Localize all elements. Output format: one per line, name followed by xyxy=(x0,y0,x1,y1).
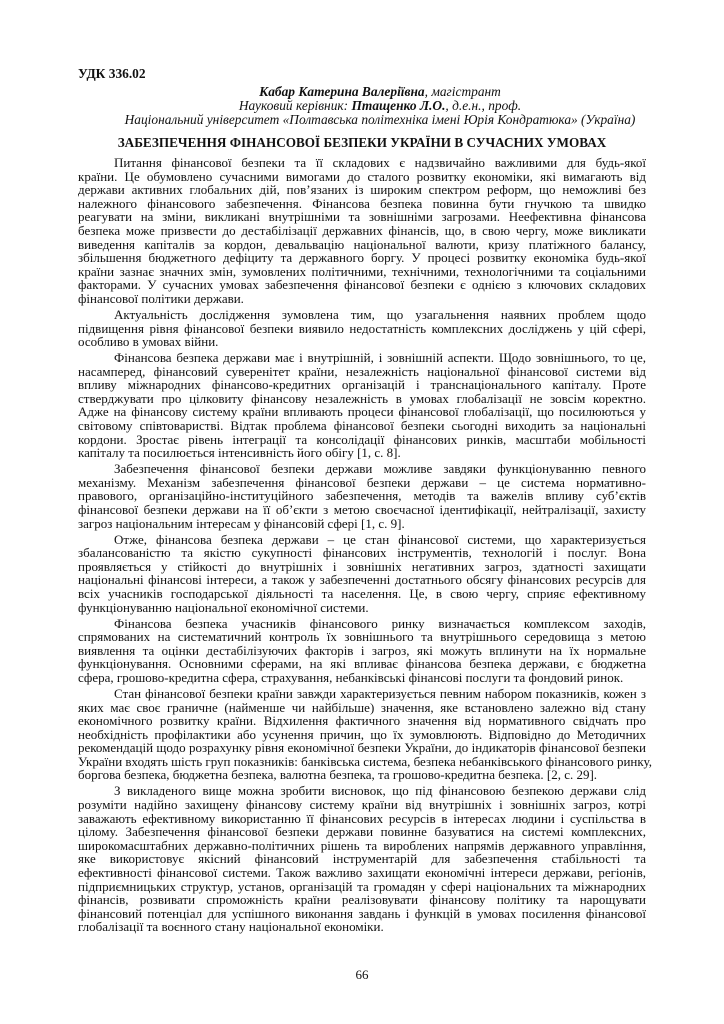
text-line: Фінансова безпека учасників фінансового ринку визначається комплексом заходів, xyxy=(114,615,646,631)
text-line: стверджувати про цілковиту фінансову незалежність в умовах глобалізації не зовсім коректно. xyxy=(78,390,646,406)
text-line: кордони. Зростає рівень інтеграції та консолідації фінансових ринків, масштаби мобільності xyxy=(78,431,646,447)
article-body xyxy=(78,155,652,936)
text-line: механізму. Механізм забезпечення фінансової безпеки держави – це система нормативно- xyxy=(78,474,646,490)
text-line: загроз національним інтересам у фінансовій сфері [1, с. 9]. xyxy=(78,515,405,531)
text-line: всіх учасників господарської діяльності та населення. Це, в свою чергу, сприяє ефективному xyxy=(78,585,646,601)
text-line: розуміти надійно захищену фінансову систему країни від внутрішніх і зовнішніх загроз, котрі xyxy=(78,797,646,813)
paragraph xyxy=(78,156,646,306)
text-line: України входять шість груп показників: банківська система, безпека небанківського фінансового ринку, xyxy=(78,753,652,769)
text-line: цілому. Забезпечення фінансової безпеки держави повинне базуватися на системі комплексних, xyxy=(78,824,646,840)
text-line: фінансової політики держави. xyxy=(78,290,244,306)
text-line: виявлення та оцінки дестабілізуючих факторів і загроз, які можуть вплинути на їх нормальне xyxy=(78,642,646,658)
text-line: Актуальність дослідження зумовлена тим, що узагальнення наявних проблем щодо xyxy=(114,306,646,322)
text-line: підвищення рівня фінансової безпеки виявило недостатність комплексних досліджень у цій сфері, xyxy=(78,320,646,336)
text-line: національні фінансові інтереси, а також у забезпеченні достатнього обсягу фінансових ресурсів для xyxy=(78,572,646,588)
paragraph xyxy=(78,308,646,349)
text-line: правового, організаційно-інституційного забезпечення, методів та важелів впливу суб’єктів xyxy=(78,488,646,504)
text-line: належного фінансового забезпечення. Фінансова безпека повинна бути гнучкою та швидко xyxy=(78,195,646,211)
text-line: глобалізації та воєнного стану національної економіки. xyxy=(78,919,384,935)
page-number: 66 xyxy=(355,967,369,982)
text-line: країни. Це обумовлено сучасними вимогами до сталого розвитку економіки, які вимагають від xyxy=(78,168,646,184)
text-line: Питання фінансової безпеки та її складових є надзвичайно важливими для будь-якої xyxy=(114,155,646,170)
text-line: Забезпечення фінансової безпеки держави можливе завдяки функціонуванню певного xyxy=(114,461,646,477)
text-line: безпека може призвести до дестабілізації державних фінансів, що, в свою чергу, може викликати xyxy=(78,222,646,238)
text-line: Стан фінансової безпеки країни завжди характеризується певним набором показників, кожен з xyxy=(114,685,646,701)
paragraph xyxy=(78,351,646,460)
text-line: реагувати на зміни, викликані внутрішніми та зовнішніми загрозами. Неефективна фінансова xyxy=(78,209,646,225)
text-line: країни зазнає значних змін, зумовлених політичними, технічними, технологічними та соціальними xyxy=(78,263,646,279)
text-line: збалансованістю та якістю сукупності фінансових інструментів, технологій і послуг. Вона xyxy=(78,545,646,561)
text-line: особливо в умовах війни. xyxy=(78,334,219,350)
text-line: економічного розвитку країни. Відхилення фактичного значення від нормативного свідчать про xyxy=(78,713,646,729)
text-line: яке використовує якісний фінансовий інструментарій для забезпечення стабільності та xyxy=(78,851,646,867)
text-line: функціонування. Основними сферами, на які впливає фінансова безпека держави, є бюджетна xyxy=(78,656,646,672)
text-line: спрямованих на систематичний контроль їх зовнішнього та внутрішнього середовища з метою xyxy=(78,629,646,645)
text-line: Фінансова безпека держави має і внутрішній, і зовнішній аспекти. Щодо зовнішнього, то це, xyxy=(114,350,646,366)
text-line: капіталу та посилюється інтенсивність його обігу [1, с. 8]. xyxy=(78,445,401,461)
text-line: підприємницьких структур, установ, організацій та громадян у сфері національних та міжнародних xyxy=(78,878,646,894)
text-line: широкомасштабних державно-політичних рішень та вироблених напрямів державного управління, xyxy=(78,837,646,853)
udk-code: УДК 336.02 xyxy=(78,66,146,81)
paragraph xyxy=(78,617,646,685)
university: Національний університет «Полтавська політехніка імені Юрія Кондратюка» (Україна) xyxy=(124,112,636,127)
text-line: Адже на фінансову систему країни впливають процеси фінансової глобалізації, що посилюються у xyxy=(78,404,646,420)
paragraph xyxy=(78,533,646,615)
text-line: впливу міжнародних фінансово-кредитних організацій і транснаціонального капіталу. Проте xyxy=(78,377,646,393)
text-line: фінансової безпеки держави на її об’єкти з метою своєчасної ідентифікації, нейтралізації, захисту xyxy=(78,502,646,518)
supervisor-name: Птащенко Л.О. xyxy=(351,98,446,113)
supervisor-label: Науковий керівник: xyxy=(238,98,352,113)
text-line: рекомендацій щодо розрахунку рівня економічної безпеки України, до індикаторів фінансової безпеки xyxy=(78,740,646,756)
article-title: ЗАБЕЗПЕЧЕННЯ ФІНАНСОВОЇ БЕЗПЕКИ УКРАЇНИ В СУЧАСНИХ УМОВАХ xyxy=(117,135,607,150)
text-line: функціонуванню національної економічної системи. xyxy=(78,599,369,615)
text-line: З викладеного вище можна зробити висновок, що під фінансовою безпекою держави слід xyxy=(114,783,646,799)
text-line: держави активних глобальних дій, пов’язаних із широким спектром реформ, що неможливі без xyxy=(78,182,646,198)
text-line: світовому співтоваристві. Відтак проблема фінансової безпеки сьогодні виходить за національні xyxy=(78,418,646,434)
text-line: Отже, фінансова безпека держави – це стан фінансової системи, що характеризується xyxy=(114,531,646,547)
paragraph xyxy=(78,685,652,783)
text-line: фінансовий потенціал для успішного виконання завдань і функцій в умовах посилення фінансової xyxy=(78,905,646,921)
author-name: Кабар Катерина Валеріївна xyxy=(259,84,425,99)
text-line: заважають ефективному використанню її фінансових ресурсів в інтересах людини і суспільства в xyxy=(78,810,646,826)
text-line: насамперед, фінансовий суверенітет країни, незалежність національної фінансової системи від xyxy=(78,363,646,379)
paragraph xyxy=(78,784,646,934)
text-line: збільшення бюджетного дефіциту та державного боргу. У процесі розвитку економіка будь-якої xyxy=(78,250,646,266)
text-line: факторами. У сучасних умовах забезпечення фінансової безпеки є однією з ключових складових xyxy=(78,277,646,293)
text-line: яких має своє граничне (найменше чи найбільше) значення, яке встановлено залежно від стану xyxy=(78,699,646,715)
author-role: , магістрант xyxy=(424,84,501,99)
text-line: проявляється у стійкості до внутрішніх і зовнішніх негативних загроз, здатності захищати xyxy=(78,558,646,574)
paragraph xyxy=(78,462,646,530)
text-line: сфера, грошово-кредитна сфера, страхування, небанківські фінансові послуги та фондовий ринок. xyxy=(78,669,624,685)
text-line: виведення капіталів за кордон, девальвацію національної валюти, кризу платіжного балансу, xyxy=(78,236,646,252)
text-line: необхідність профілактики або усунення причин, що їх зумовлюють. Відповідно до Методичних xyxy=(78,726,646,742)
supervisor-degree: , д.е.н., проф. xyxy=(445,98,522,113)
text-line: фінансів, розвивати спроможність країни реалізовувати фінансову політику та нарощувати xyxy=(78,892,646,908)
text-line: ефективності фінансової системи. Також важливо захищати економічні інтереси держави, регіонів, xyxy=(78,865,646,881)
text-line: боргова безпека, бюджетна безпека, валютна безпека, та грошово-кредитна безпека. [2, с. 29]. xyxy=(78,767,598,783)
